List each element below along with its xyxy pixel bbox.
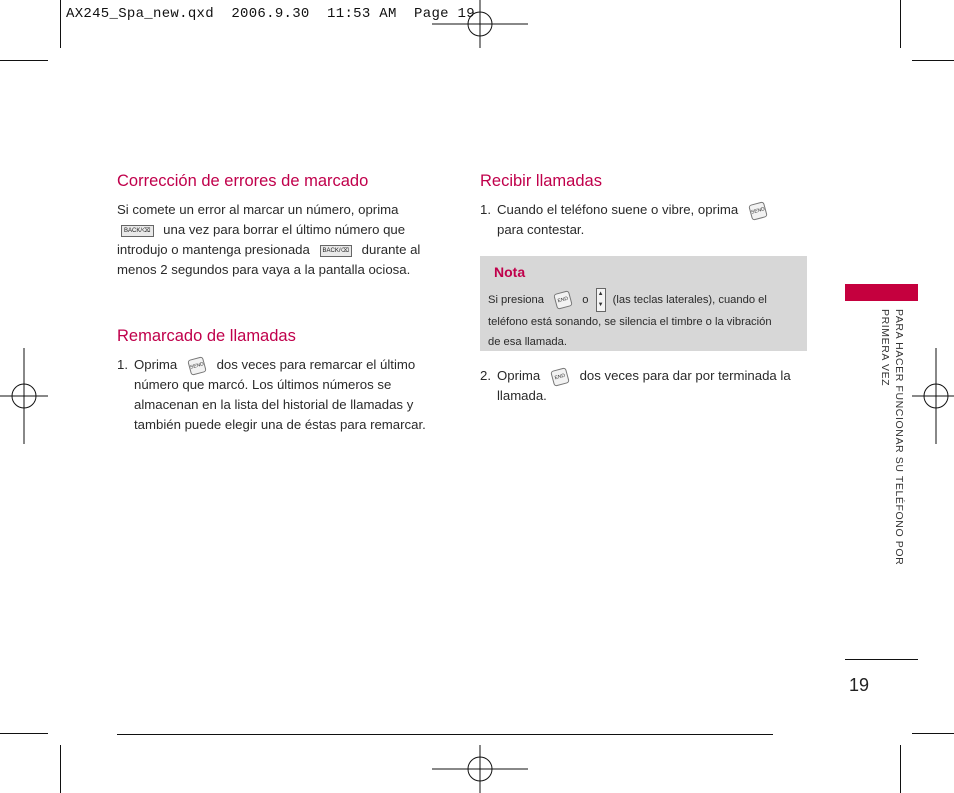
item-number: 1. [117,357,128,372]
list-item [117,355,447,435]
text: una vez para borrar el último número que [163,222,406,237]
section-title-remarcado: Remarcado de llamadas [117,327,296,345]
paragraph-terminar [497,366,791,406]
file-slug: AX245_Spa_new.qxd 2006.9.30 11:53 AM Page 19 [66,6,475,22]
crop-mark [60,745,61,793]
text: Si comete un error al marcar un número, oprima [117,202,399,217]
crop-mark [0,733,48,734]
list-item [480,366,810,406]
end-key-icon: END [550,367,570,387]
side-keys-icon [596,288,606,312]
end-key-icon: END [553,290,573,310]
side-up-icon: ▲ [597,291,604,297]
text: Cuando el teléfono suene o vibre, oprima [497,202,739,217]
text: Oprima [134,357,178,372]
text: llamada. [497,388,547,403]
section-title-recibir: Recibir llamadas [480,172,602,190]
send-key-icon: SEND [187,356,207,376]
text: almacenan en la lista del historial de llamadas y [134,397,414,412]
list-item [480,200,810,240]
side-tab-bar [845,284,918,301]
crop-mark [60,0,61,48]
crop-mark [900,0,901,48]
text: introdujo o mantenga presionada [117,242,310,257]
side-down-icon: ▼ [597,302,604,308]
side-tab-label [878,309,906,609]
text: (las teclas laterales), cuando el [612,293,767,306]
right-column [480,172,810,240]
send-key-icon: SEND [748,201,768,221]
paragraph-recibir [497,200,774,240]
text: de esa llamada. [488,336,567,348]
text: número que marcó. Los últimos números se [134,377,392,392]
registration-mark-left [0,348,48,444]
note-text [488,288,800,352]
back-key-icon: BACK/⌫ [320,245,353,257]
text: o [582,293,589,306]
registration-mark-top [432,0,528,48]
crop-mark [912,733,954,734]
crop-mark [0,60,48,61]
page-number: 19 [849,675,870,695]
side-tab-line1: PARA HACER FUNCIONAR SU TELÉFONO POR [893,309,905,566]
side-tab-line2: PRIMERA VEZ [879,309,891,387]
registration-mark-right [912,348,954,444]
text: Si presiona [488,293,544,306]
text: menos 2 segundos para vaya a la pantalla ociosa. [117,262,411,277]
text: dos veces para remarcar el último [216,357,416,372]
note-title: Nota [494,264,526,280]
text: dos veces para dar por terminada la [579,368,791,383]
left-column [117,172,447,435]
crop-mark [900,745,901,793]
text: durante al [361,242,421,257]
note-box [480,256,807,351]
paragraph-correccion [117,200,447,280]
registration-mark-bottom [432,745,528,793]
text: teléfono está sonando, se silencia el timbre o la vibración [488,316,772,328]
section-title-correccion: Corrección de errores de marcado [117,172,369,190]
back-key-icon: BACK/⌫ [121,225,154,237]
page-number-rule [845,659,918,660]
footer-rule [117,734,773,735]
text: también puede elegir una de éstas para remarcar. [134,417,426,432]
item-number: 1. [480,202,491,217]
item-number: 2. [480,368,491,383]
text: para contestar. [497,222,585,237]
text: Oprima [497,368,541,383]
paragraph-remarcado [134,355,426,435]
crop-mark [912,60,954,61]
